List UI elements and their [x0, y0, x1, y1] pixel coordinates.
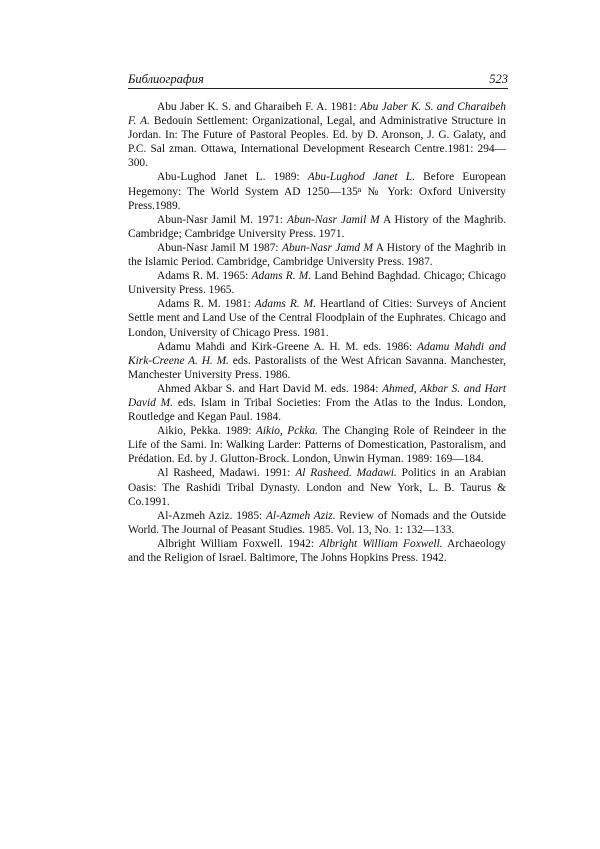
page-number: 523	[489, 72, 508, 86]
entry-description: Land Behind Baghdad. Chicago; Chicago University Press. 1965.	[128, 270, 507, 297]
entry-lead: Al Rasheed, Madawi. 1991:	[157, 467, 296, 480]
entry-description: Before European Hegemony: The World System AD 1250—135ⁿ № York: Oxford University Press.1989.	[128, 171, 507, 212]
entry-lead: Abun-Nasr Jamil M. 1971:	[157, 213, 287, 226]
entry-lead: Adams R. M. 1981:	[157, 298, 255, 311]
entry-lead: Adamu Mahdi and Kirk-Greene A. H. M. eds. 1986:	[157, 340, 418, 353]
entry-lead: Albright William Foxwell. 1942:	[157, 537, 320, 550]
entry-heading: Abun-Nasr Jamd M	[281, 241, 373, 254]
bibliography-entry	[128, 269, 506, 297]
bibliography-entry	[128, 241, 506, 269]
entry-description: Review of Nomads and the Outside World. The Journal of Peasant Studies. 1985. Vol. 13, No. 1: 132—133.	[128, 509, 506, 536]
entry-description: The Changing Role of Reindeer in the Life of the Sami. In: Walking Larder: Patterns of Domestication, Pastoralism, and Prédation. Ed. by J. Glutton-Brock. London, Unwin Hyman. 1989: 169—184.	[128, 425, 507, 466]
entry-lead: Abun-Nasr Jamil M 1987:	[157, 241, 282, 254]
entry-description: Heartland of Cities: Surveys of Ancient Settle ment and Land Use of the Central Floodplain of the Euphrates. Chicago and London, University of Chicago Press. 1981.	[128, 298, 506, 339]
entry-heading: Abu Jaber K. S. and Charaibeh F. A.	[128, 101, 507, 128]
entry-lead: Aikio, Pekka. 1989:	[157, 425, 256, 438]
bibliography-entry	[128, 424, 506, 466]
entry-heading: Al-Azmeh Aziz.	[265, 509, 336, 522]
bibliography-entry	[128, 382, 506, 424]
entry-heading: Adams R. M.	[254, 298, 317, 311]
bibliography-entry	[128, 466, 506, 508]
entry-description: Bedouin Settlement: Organizational, Legal, and Administrative Structure in Jordan. In: The Future of Pastoral Peoples. Ed. by D. Aronson, J. G. Galaty, and P.C. Sal zman. Ottawa, International Development Research Centre.1981: 294—300.	[128, 115, 506, 170]
entry-heading: Al Rasheed. Madawi.	[295, 467, 397, 480]
entry-heading: Abun-Nasr Jamil M	[286, 213, 380, 226]
entry-description: Archaeology and the Religion of Israel. Baltimore, The Johns Hopkins Press. 1942.	[128, 537, 506, 564]
bibliography-entry	[128, 100, 506, 170]
bibliography-entry	[128, 340, 506, 382]
entry-heading: Adams R. M.	[251, 270, 312, 283]
page-header	[128, 70, 508, 89]
entry-lead: Abu Jaber K. S. and Gharaibeh F. A. 1981:	[157, 101, 360, 113]
entry-description: eds. Pastoralists of the West African Savanna. Manchester, Manchester University Press. 1986.	[128, 354, 506, 381]
entry-heading: Abu-Lughod Janet L.	[307, 171, 415, 184]
bibliography-entry	[128, 170, 506, 212]
entry-description: Politics in an Arabian Oasis: The Rashidi Tribal Dynasty. London and New York, L. B. Taurus & Co.1991.	[128, 467, 506, 508]
entry-lead: Ahmed Akbar S. and Hart David M. eds. 1984:	[157, 382, 383, 395]
entry-heading: Ahmed, Akbar S. and Hart David M.	[128, 382, 506, 409]
entry-description: eds. Islam in Tribal Societies: From the Atlas to the Indus. London, Routledge and Kegan Paul. 1984.	[128, 396, 506, 424]
entry-description: A History of the Maghrib. Cambridge; Cambridge University Press. 1971.	[128, 213, 506, 240]
entry-lead: Abu-Lughod Janet L. 1989:	[157, 171, 308, 184]
bibliography-entry	[128, 213, 506, 241]
entry-heading: Albright William Foxwell.	[319, 537, 443, 550]
entry-description: A History of the Maghrib in the Islamic Period. Cambridge, Cambridge University Press. 1987.	[128, 241, 506, 269]
entry-lead: Al-Azmeh Aziz. 1985:	[157, 509, 266, 522]
bibliography-entry	[128, 537, 506, 565]
bibliography-entry	[128, 297, 506, 339]
entry-lead: Adams R. M. 1965:	[157, 270, 252, 283]
bibliography-entry	[128, 509, 506, 537]
entry-heading: Adamu Mahdi and Kirk-Creene A. H. M.	[128, 340, 507, 367]
entry-heading: Aikio, Pckka.	[255, 425, 318, 438]
bibliography-list	[128, 100, 506, 565]
running-title: Библиография	[128, 72, 204, 86]
